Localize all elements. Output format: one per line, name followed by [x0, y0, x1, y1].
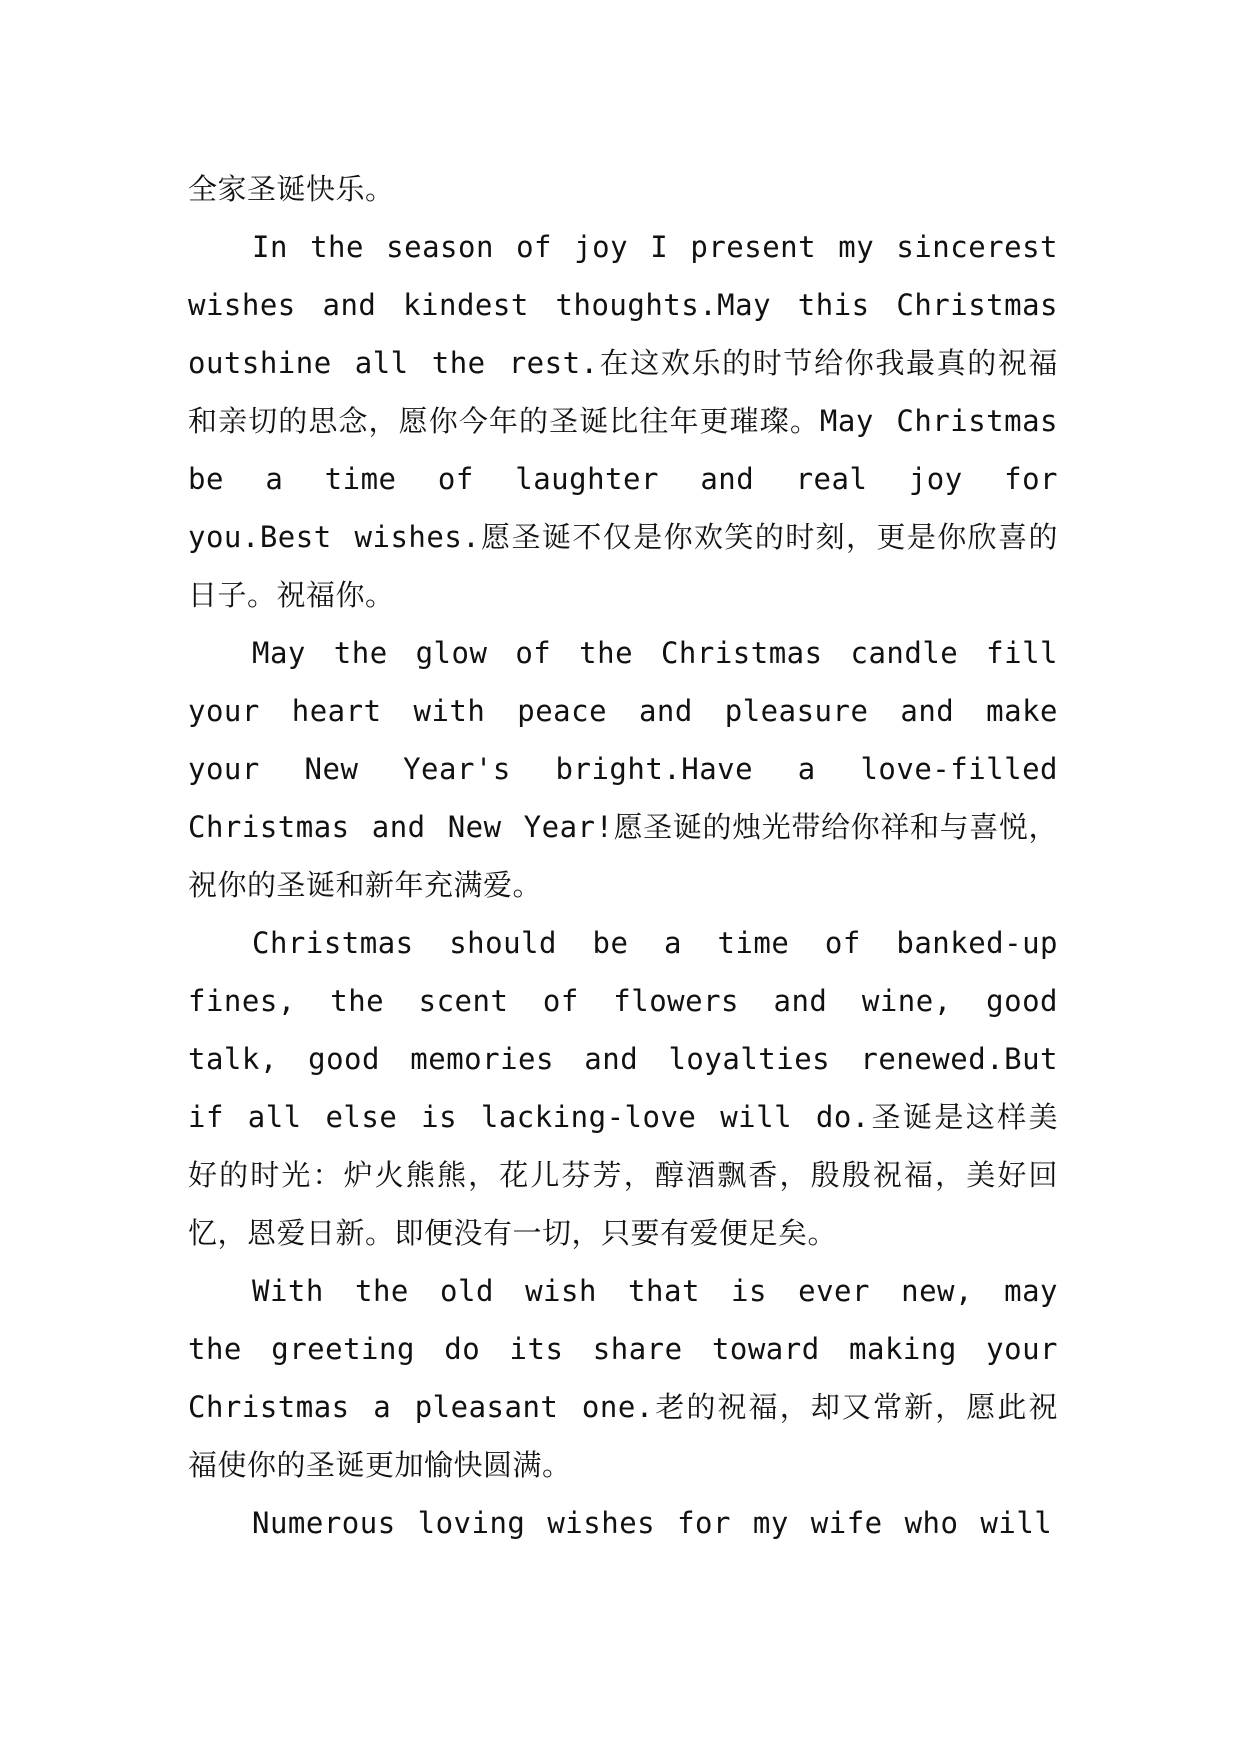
document-page — [188, 160, 1058, 1552]
paragraph-5: With the old wish that is ever new, may the greeting do its share toward making your Christmas a pleasant one.老的祝福，却又常新，愿此祝福使你的圣诞更加愉快圆满。 — [188, 1274, 1058, 1482]
paragraph-2: In the season of joy I present my sincerest wishes and kindest thoughts.May this Christmas outshine all the rest.在这欢乐的时节给你我最真的祝福和亲切的思念，愿你今年的圣诞比往年更璀璨。May Christmas be a time of laughter and real joy for you.Best wishes.愿圣诞不仅是你欢笑的时刻，更是你欣喜的日子。祝福你。 — [188, 230, 1058, 612]
paragraph-4: Christmas should be a time of banked-up fines, the scent of flowers and wine, good talk, good memories and loyalties renewed.But if all else is lacking-love will do.圣诞是这样美好的时光：炉火熊熊，花儿芬芳，醇酒飘香，殷殷祝福，美好回忆，恩爱日新。即便没有一切，只要有爱便足矣。 — [188, 926, 1058, 1250]
paragraph-6: Numerous loving wishes for my wife who will — [252, 1506, 1053, 1540]
paragraph-1: 全家圣诞快乐。 — [188, 172, 395, 206]
paragraph-3: May the glow of the Christmas candle fill your heart with peace and pleasure and make your New Year's bright.Have a love-filled Christmas and New Year!愿圣诞的烛光带给你祥和与喜悦，祝你的圣诞和新年充满爱。 — [188, 636, 1058, 902]
